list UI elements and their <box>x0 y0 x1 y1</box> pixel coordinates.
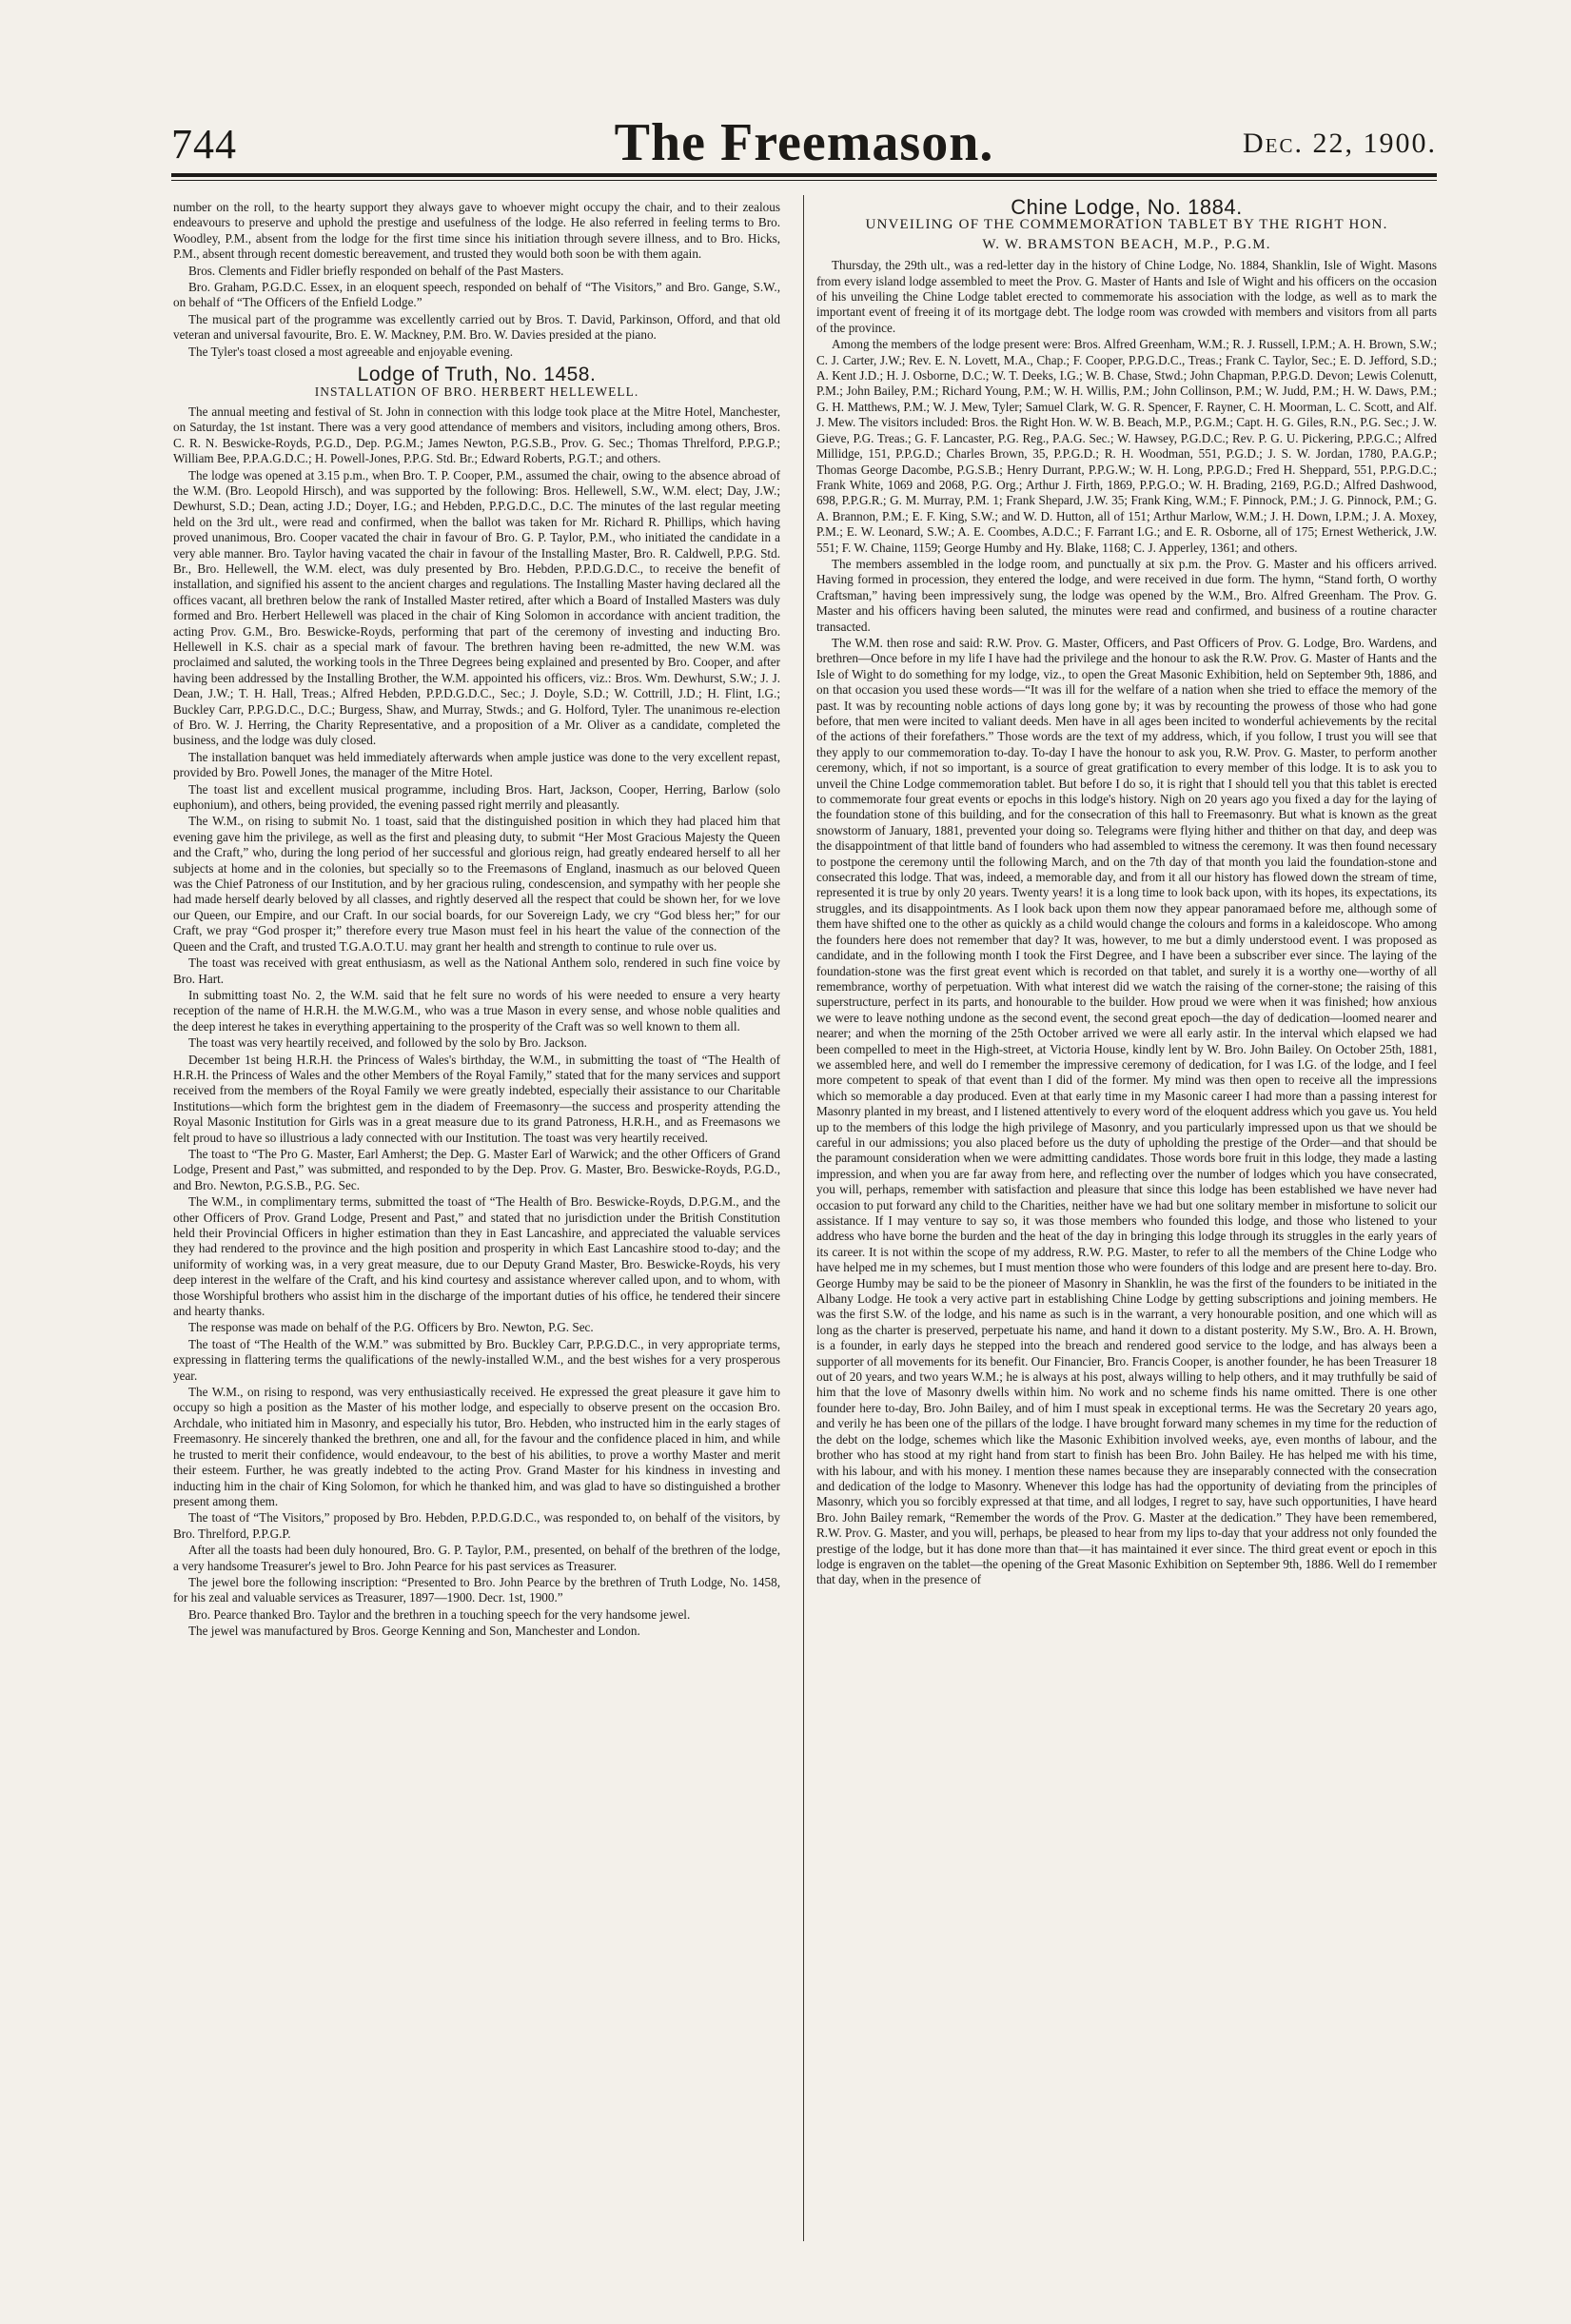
paragraph: In submitting toast No. 2, the W.M. said that he felt sure no words of his were needed to ensure a very hearty reception of the name of H.R.H. the M.W.G.M., who was a true Mason in every sense, and whose noble qualities and the deep interest he takes in everything appertaining to the prosperity of the Craft was so well known to them all. <box>173 987 780 1034</box>
paragraph: The toast was received with great enthusiasm, as well as the National Anthem solo, rendered in such fine voice by Bro. Hart. <box>173 955 780 986</box>
masthead <box>171 105 1437 171</box>
paragraph: Bros. Clements and Fidler briefly responded on behalf of the Past Masters. <box>188 263 564 278</box>
section-title: Chine Lodge, No. 1884. <box>1011 195 1243 219</box>
paragraph: Bro. Pearce thanked Bro. Taylor and the brethren in a touching speech for the very handsome jewel. <box>188 1606 691 1622</box>
section-subtitle: INSTALLATION OF BRO. HERBERT HELLEWELL. <box>314 384 639 400</box>
paragraph: After all the toasts had been duly honoured, Bro. G. P. Taylor, P.M., presented, on behalf of the brethren of the lodge, a very handsome Treasurer's jewel to Bro. John Pearce for his past services as Treasurer. <box>173 1543 780 1573</box>
column-divider <box>803 195 804 2241</box>
paragraph: December 1st being H.R.H. the Princess of Wales's birthday, the W.M., in submitting the toast of “The Health of H.R.H. the Princess of Wales and the other Members of the Royal Family,” stated that for the many services and support received from the members of the Royal Family we were greatly indebted, especially their assistance to our Charitable Institutions—which form the brightest gem in the diadem of Freemasonry—the success and prosperity attending the Royal Masonic Institution for Girls was in a great measure due to its grand Patroness, H.R.H., and as Freemasons we felt proud to have so illustrious a lady connected with our Institution. The toast was very heartily received. <box>173 1052 780 1145</box>
newspaper-title: The Freemason. <box>614 113 994 172</box>
paragraph: The members assembled in the lodge room, and punctually at six p.m. the Prov. G. Master and his officers arrived. Having formed in procession, they entered the lodge, and were received in due form. The hymn, “Stand forth, O worthy Craftsman,” having been impressively sung, the lodge was opened by the W.M., Bro. Alfred Greenham. The Prov. G. Master and his officers having been saluted, the minutes were read and confirmed, and business of a routine character transacted. <box>816 556 1437 634</box>
continued-report <box>173 200 780 360</box>
paragraph: The lodge was opened at 3.15 p.m., when Bro. T. P. Cooper, P.M., assumed the chair, owing to the absence abroad of the W.M. (Bro. Leopold Hirsch), and was supported by the following: Bros. Hellewell, S.W., W.M. elect; Day, J.W.; Dewhurst, S.D.; Dean, acting J.D.; Doyer, I.G.; and Hebden, P.P.G.D.C., D.C. The minutes of the last regular meeting held on the 3rd ult., were read and confirmed, when the ballot was taken for Mr. Richard R. Phillips, which having proved unanimous, Bro. Cooper vacated the chair in favour of Bro. G. P. Taylor, P.M., who initiated the candidate in a very able manner. Bro. Taylor having vacated the chair in favour of the Installing Master, Bro. R. Caldwell, P.P.G. Std. Br., Bro. Hellewell, the W.M. elect, was duly presented by Bro. Hebden, P.P.D.G.D.C., to receive the benefit of installation, and signified his assent to the ancient charges and regulations. The Installing Master having declared all the offices vacant, all brethren below the rank of Installed Master retired, after which a Board of Installed Masters was duly formed and Bro. Herbert Hellewell was placed in the chair of King Solomon in accordance with ancient tradition, the acting Prov. G.M., Bro. Beswicke-Royds, performing that part of the ceremony of investing and inducting Bro. Hellewell in K.S. chair as a special mark of favour. The brethren having been re-admitted, the new W.M. was proclaimed and saluted, the working tools in the Three Degrees being explained and presented by Bro. Cooper, and after having been addressed by the Installing Brother, the W.M. appointed his officers, viz.: Bros. Wm. Dewhurst, S.W.; J. J. Dean, J.W.; T. H. Hall, Treas.; Alfred Hebden, P.P.D.G.D.C., Sec.; J. Doyle, S.D.; W. Cottrill, J.D.; H. Flint, I.G.; Buckley Carr, P.P.G.D.C., D.C.; Burgess, Shaw, and Murray, Stwds.; and G. Holford, Tyler. The unanimous re-election of Bro. W. J. Herring, the Charity Representative, and a proposition of a Mr. Oliver as a candidate, completed the business, and the lodge was duly closed. <box>173 467 780 748</box>
paragraph: The response was made on behalf of the P.G. Officers by Bro. Newton, P.G. Sec. <box>188 1320 594 1335</box>
paragraph: The jewel was manufactured by Bros. George Kenning and Son, Manchester and London. <box>188 1624 640 1639</box>
paragraph: The toast to “The Pro G. Master, Earl Amherst; the Dep. G. Master Earl of Warwick; and the other Officers of Grand Lodge, Present and Past,” was submitted, and responded to by the Dep. Prov. G. Master, Bro. Beswicke-Royds, P.G.D., and Bro. Newton, P.G.S.B., P.G. Sec. <box>173 1146 780 1192</box>
issue-date: Dec. 22, 1900. <box>1243 128 1437 159</box>
paragraph: The W.M., in complimentary terms, submitted the toast of “The Health of Bro. Beswicke-Royds, D.P.G.M., and the other Officers of Prov. Grand Lodge, Present and Past,” and stated that no jurisdiction under the British Constitution held their Provincial Officers in higher estimation than they in East Lancashire, and appreciated the valuable services they had rendered to the province and the high position and prosperity in which East Lancashire stood to-day; and the uniformity of working was, in a very great measure, due to our Deputy Grand Master, Bro. Beswicke-Royds, his very deep interest in the welfare of the Craft, and his kind courtesy and assistance wherever called upon, and to whom, with those Worshipful brothers who assist him in the discharge of the important duties of his office, he tendered their sincere and hearty thanks. <box>173 1194 780 1319</box>
paragraph: The jewel bore the following inscription: “Presented to Bro. John Pearce by the brethren of Truth Lodge, No. 1458, for his zeal and valuable services as Treasurer, 1897—1900. Decr. 1st, 1900.” <box>173 1574 780 1605</box>
article-chine-lodge-heading <box>816 195 1437 252</box>
section-subtitle: UNVEILING OF THE COMMEMORATION TABLET BY THE RIGHT HON. <box>865 217 1388 233</box>
section-title: Lodge of Truth, No. 1458. <box>357 364 597 386</box>
paragraph: The W.M., on rising to submit No. 1 toast, said that the distinguished position in which they had placed him that evening gave him the privilege, as well as the first and pleasing duty, to submit “Her Most Gracious Majesty the Queen and the Craft,” who, during the long period of her successful and glorious reign, had greatly endeared herself to all her subjects at home and in the colonies, but specially so to the Freemasons of England, inasmuch as our beloved Queen was the Chief Patroness of our Institution, and by her gracious ruling, condescension, and sympathy with her people she had made herself dearly beloved by all classes, and rightly deserved all the respect that could be shown her, for we love our Queen, our Empire, and our Craft. In our social boards, for our Sovereign Lady, we cry “God bless her;” for our Craft, we pray “God prosper it;” therefore every true Mason must feel in his heart the value of the connection of the Queen and the Craft, and trusted T.G.A.O.T.U. may grant her health and strength to continue to rule over us. <box>173 814 780 954</box>
paragraph: Bro. Graham, P.G.D.C. Essex, in an eloquent speech, responded on behalf of “The Visitors,” and Bro. Gange, S.W., on behalf of “The Officers of the Enfield Lodge.” <box>173 280 780 310</box>
paragraph: Among the members of the lodge present were: Bros. Alfred Greenham, W.M.; R. J. Russell, I.P.M.; A. H. Brown, S.W.; C. J. Carter, J.W.; Rev. E. N. Lovett, M.A., Chap.; F. Cooper, P.P.G.D.C., Treas.; Frank C. Taylor, Sec.; E. D. Jefford, S.D.; A. Kent J.D.; H. J. Osborne, D.C.; W. T. Deeks, I.G.; W. B. Chase, Stwd.; John Chapman, P.P.G.D. Devon; Lewis Colenutt, P.M.; John Bailey, P.M.; Richard Young, P.M.; W. H. Willis, P.M.; John Collinson, P.M.; W. Judd, P.M.; H. W. Daws, P.M.; G. H. Matthews, P.M.; W. J. Mew, Tyler; Samuel Clark, W. G. R. Spencer, F. Rayner, C. H. Moorman, L. C. Scott, and Alf. J. Mew. The visitors included: Bros. the Right Hon. W. W. B. Beach, M.P., P.G.M.; Capt. H. G. Giles, R.N., P.G. Sec.; J. W. Gieve, P.G. Treas.; G. F. Lancaster, P.G. Reg., P.A.G. Sec.; W. Hawsey, P.G.D.C.; Rev. P. G. U. Pickering, P.P.G.C.; Alfred Millidge, 151, P.P.G.D.; Charles Brown, 35, P.P.G.D.; R. H. Woodman, 551, P.G.D.; J. S. W. Jordan, 1780, P.A.G.P.; Thomas George Dacombe, P.G.S.B.; Henry Durrant, P.P.G.W.; W. H. Long, P.P.G.D.; Fred H. Sheppard, 551, P.P.G.D.C.; Frank White, 1069 and 2068, P.G. Org.; Arthur J. Firth, 1869, P.P.G.O.; W. H. Brading, 2169, P.G.D.; Alfred Dashwood, 698, P.P.G.R.; G. M. Murray, P.M. 1; Frank Shepard, J.W. 35; Frank King, W.M.; F. Pinnock, P.M.; J. G. Pinnock, P.M.; G. A. Brannon, P.M.; E. F. King, S.W.; and W. D. Hutton, all of 151; Arthur Marlow, W.M.; J. H. Down, I.P.M.; J. A. Moxey, P.M.; E. W. Leonard, S.W.; A. E. Coombes, A.D.C.; F. Farrant I.G.; and E. R. Osborne, all of 175; Ernest Wetherick, J.W. 551; F. W. Chaine, 1159; George Humby and Hy. Blake, 1168; C. J. Apperley, 1361; and others. <box>816 337 1437 555</box>
paragraph: The W.M. then rose and said: R.W. Prov. G. Master, Officers, and Past Officers of Prov. G. Lodge, Bro. Wardens, and brethren—Once before in my life I have had the privilege and the honour to ask the R.W. Prov. G. Master of Hants and the Isle of Wight to do something for my lodge, viz., to open the Great Masonic Exhibition, held on September 9th, 1886, and on that occasion you used these words—“It was ill for the welfare of a nation when she tried to efface the memory of the past. It was by recounting noble actions of days long gone by; it was by recounting the prowess of those who had gone before, that men were incited to valiant deeds. Men have in all ages been incited to wonderful achievements by the recital of the actions of their forefathers.” Those words are the text of my address, which, if you follow, I trust you will see that they apply to our commemoration to-day. To-day I have the honour to ask you, R.W. Prov. G. Master, to perform another ceremony, which, if not so important, is a source of great gratification to every member of this lodge. It is to ask you to unveil the Chine Lodge commemoration tablet. But before I do so, it is right that I should tell you that this tablet is erected to commemorate four great events or epochs in this lodge's history. Nigh on 20 years ago you fixed a day for the laying of the foundation stone of this building, and for the consecration of this hall to Freemasonry. But what is known as the great snowstorm of January, 1881, prevented your doing so. Telegrams were flying hither and thither on that day, and deep was the disappointment of that little band of founders who had assembled to witness the ceremony. It was then found necessary to postpone the ceremony until the following March, and on the 7th day of that month you laid the foundation-stone and consecrated this lodge. That was, indeed, a memorable day, and from it all our history has flowed down the stream of time, represented it is true by only 20 years. Twenty years! it is a long time to look back upon, with its hopes, its expectations, its struggles, and its disappointments. As I look back upon them now they appear panoramaed before me, although some of them have shifted one to the other as quickly as a child would change the colours and forms in a kaleidoscope. Who among the founders here does not remember that day? It was, however, to me but a dimly understood event. I was proposed as candidate, and in the following month I took the First Degree, and I have been a subscriber ever since. The laying of the foundation-stone was the first great event which is recorded on that tablet, and surely it is a worthy one—worthy of all remembrance, worthy of perpetuation. With what interest did we watch the raising of the corner-stone; the raising of this superstructure, perfect in its parts, and honourable to the builder. How proud we were when it was finished; how anxious we were to leave nothing undone as the second event, the second great epoch—the day of dedication—loomed nearer and nearer; and when the morning of the 25th October arrived we were all early astir. In the interval which elapsed we had been compelled to meet in the High-street, at Victoria House, kindly lent by W. Bro. John Bailey. On October 25th, 1881, we assembled here, and well do I remember the impressive ceremony of dedication, for I was I.G. of the lodge, and I feel more competent to speak of that event than I did of the former. My mind was then open to receive all the impressions which so memorable a day produced. Even at that early time in my Masonic career I had more than a passing interest for Masonry planted in my breast, and I listened attentively to every word of the eloquent address which you gave us. You held up to the members of this lodge the high privilege of Masonry, and you particularly impressed upon us that we should be careful in our admissions; you also placed before us the duty of upholding the prestige of the Order—and that should be the paramount consideration when we were admitting candidates. Those words bore fruit in this lodge, they made a lasting impression, and when you are far away from here, and reflecting over the number of lodges which you have consecrated, you will, perhaps, remember with satisfaction and pleasure that since this lodge has been established we have never had occasion to put forward any child to the Charities, neither have we had but one solitary member in misfortune to solicit our assistance. If I may venture to say so, it was those members who founded this lodge, and those who listened to your address who have borne the burden and the heat of the day in bringing this lodge through its struggles in the early years of its career. It is not within the scope of my address, R.W. P.G. Master, to refer to all the members of the Chine Lodge who have helped me in my schemes, but I must mention those who were founders of this lodge and are present here to-day. Bro. George Humby may be said to be the pioneer of Masonry in Shanklin, he was the first of the founders to be initiated in the Albany Lodge. He took a very active part in establishing Chine Lodge by getting subscriptions and joining members. He was the first S.W. of the lodge, and his name as such is in the warrant, a very honourable position, and one which will as long as the charter is preserved, perpetuate his name, and hand it down to a distant posterity. My S.W., Bro. A. H. Brown, is a founder, in early days he stepped into the breach and rendered good service to the lodge, and has always been a supporter of all movements for its benefit. Our Financier, Bro. Francis Cooper, is another founder, he has been Treasurer 18 out of 20 years, and two years W.M.; he is always at his post, always willing to help others, and it may truthfully be said of him that the love of Masonry dwells within him. No work and no scheme finds his name omitted. There is one other founder here to-day, Bro. John Bailey, and of him I must speak in exceptional terms. He was the Secretary 20 years ago, and verily he has been one of the pillars of the lodge. I have brought forward many schemes in my time for the reduction of the debt on the lodge, schemes which like the Masonic Exhibition involved weeks, aye, even months of labour, and the brother who has stood at my right hand from start to finish has been Bro. John Bailey. He has helped me with his time, with his labour, and with his money. I mention these names because they are inseparably connected with the consecration and dedication of the lodge to Masonry. Whenever this lodge has had the opportunity of deviating from the principles of Masonry, which you so forcibly expressed at that time, and all lodges, I regret to say, have such opportunities, I have heard Bro. John Bailey remark, “Remember the words of the Prov. G. Master at the dedication.” They have been remembered, R.W. Prov. G. Master, and you will, perhaps, be pleased to hear from my lips to-day that your address not only founded the prestige of the lodge, but it has done more than that—it has maintained it ever since. The third great event or epoch in this lodge is engraven on the tablet—the opening of the Great Masonic Exhibition on September 9th, 1886. Well do I remember that day, when in the presence of <box>816 635 1437 1587</box>
paragraph: The musical part of the programme was excellently carried out by Bros. T. David, Parkinson, Offord, and that old veteran and universal favourite, Bro. E. W. Mackney, P.M. Bro. W. Davies presided at the piano. <box>173 311 780 343</box>
paragraph: The toast list and excellent musical programme, including Bros. Hart, Jackson, Cooper, Herring, Barlow (solo euphonium), and others, being provided, the evening passed right merrily and pleasantly. <box>173 781 780 813</box>
paragraph: The W.M., on rising to respond, was very enthusiastically received. He expressed the great pleasure it gave him to occupy so high a position as the Master of his mother lodge, and especially to observe present on the occasion Bro. Archdale, who initiated him in Masonry, and especially his tutor, Bro. Hebden, who instructed him in the early stages of Freemasonry. He sincerely thanked the brethren, one and all, for the favour and the confidence placed in him, and while he trusted to merit their confidence, would endeavour, to the best of his abilities, to prove a worthy Master and merit their esteem. Further, he was greatly indebted to the acting Prov. Grand Master for his kindness in investing and inducting him in the chair of King Solomon, for which he thanked him, and was glad to have so distinguished a brother present among them. <box>173 1385 780 1508</box>
paragraph: The annual meeting and festival of St. John in connection with this lodge took place at the Mitre Hotel, Manchester, on Saturday, the 1st instant. There was a very good attendance of members and visitors, including among others, Bros. C. R. N. Beswicke-Royds, P.G.D., Dep. P.G.M.; James Newton, P.G.S.B., Prov. G. Sec.; Thomas Threlford, P.P.G.P.; William Bee, P.P.A.G.D.C.; H. Powell-Jones, P.P.G. Std. Br.; Edward Roberts, P.G.T.; and others. <box>173 404 780 466</box>
section-subtitle-2: W. W. BRAMSTON BEACH, M.P., P.G.M. <box>982 236 1271 252</box>
paragraph: The Tyler's toast closed a most agreeable and enjoyable evening. <box>188 344 514 359</box>
paragraph: The toast of “The Health of the W.M.” was submitted by Bro. Buckley Carr, P.P.G.D.C., in very appropriate terms, expressing in flattering terms the qualifications of the newly-installed W.M., and the best wishes for a very prosperous year. <box>173 1336 780 1383</box>
paragraph: number on the roll, to the hearty support they always gave to whoever might occupy the chair, and to their zealous endeavours to preserve and uphold the prestige and usefulness of the lodge. He also referred in feeling terms to Bro. Woodley, P.M., absent from the lodge for the first time since his initiation through severe illness, and to Bro. Hicks, P.M., absent through recent domestic bereavement, and trusted they would both soon be with them again. <box>173 200 780 262</box>
paragraph: The toast of “The Visitors,” proposed by Bro. Hebden, P.P.D.G.D.C., was responded to, on behalf of the visitors, by Bro. Threlford, P.P.G.P. <box>173 1510 780 1541</box>
article-lodge-of-truth <box>173 364 780 1640</box>
left-column <box>173 200 780 1641</box>
right-column <box>816 195 1437 1589</box>
page-number: 744 <box>171 121 237 167</box>
article-chine-lodge <box>816 258 1437 1588</box>
header-rule-thin <box>171 180 1437 181</box>
header-rule <box>171 173 1437 177</box>
paragraph: The toast was very heartily received, and followed by the solo by Bro. Jackson. <box>188 1035 587 1051</box>
paragraph: The installation banquet was held immediately afterwards when ample justice was done to the very excellent repast, provided by Bro. Powell Jones, the manager of the Mitre Hotel. <box>173 749 780 780</box>
paragraph: Thursday, the 29th ult., was a red-letter day in the history of Chine Lodge, No. 1884, Shanklin, Isle of Wight. Masons from every island lodge assembled to meet the Prov. G. Master of Hants and Isle of Wight and his officers on the occasion of his unveiling the Chine Lodge tablet erected to commemorate his association with the lodge, as well as to mark the important event of freeing it of its mortgage debt. The lodge room was crowded with members and visitors from all parts of the province. <box>816 258 1437 335</box>
